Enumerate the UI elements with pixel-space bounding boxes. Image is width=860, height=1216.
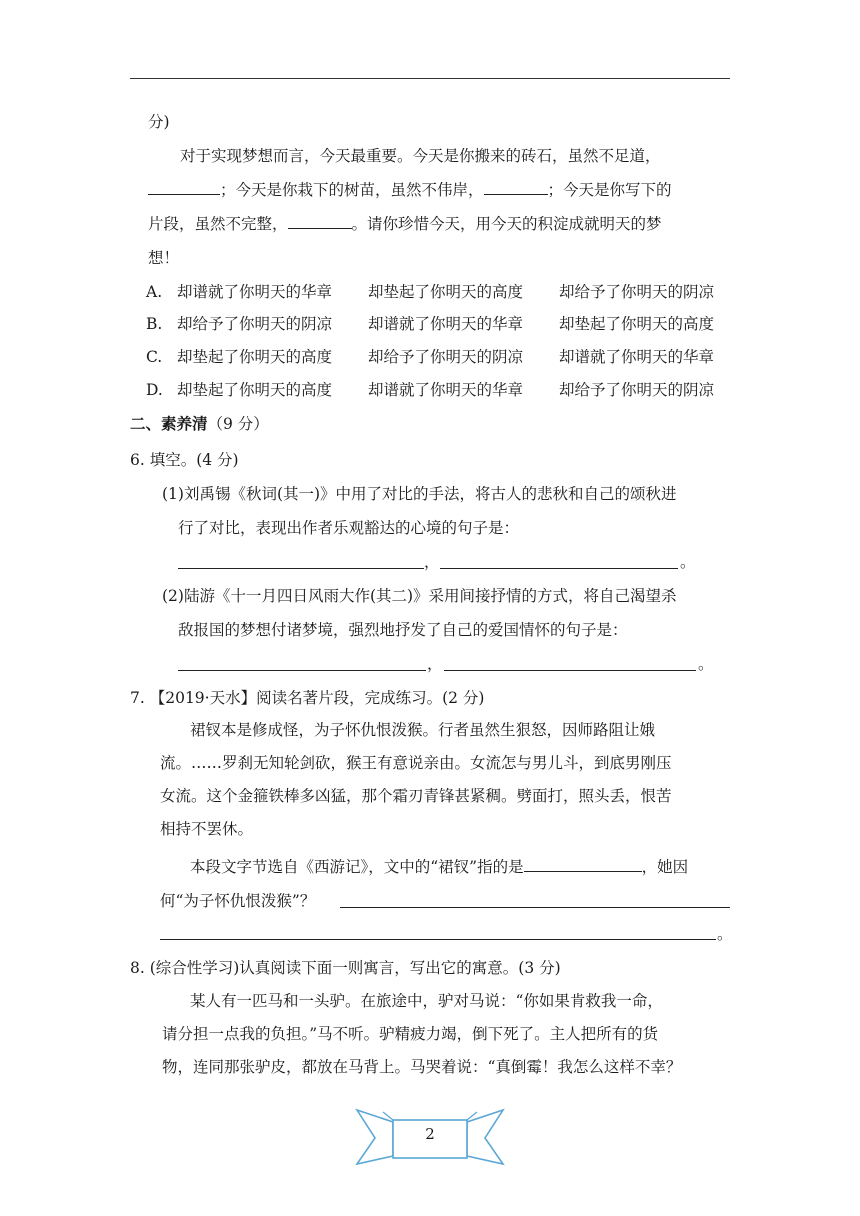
option-item: 却谱就了你明天的华章 xyxy=(177,283,333,301)
answer-blank[interactable] xyxy=(288,214,352,229)
period: 。 xyxy=(680,553,696,571)
comma: ， xyxy=(424,553,440,571)
option-a[interactable] xyxy=(146,282,730,302)
option-item: 却谱就了你明天的华章 xyxy=(559,348,715,366)
option-item: 却给予了你明天的阴凉 xyxy=(559,381,715,399)
option-b[interactable] xyxy=(146,314,730,334)
option-item: 却垫起了你明天的高度 xyxy=(177,381,333,399)
option-item: 却谱就了你明天的华章 xyxy=(368,381,524,399)
answer-line[interactable] xyxy=(160,939,716,940)
option-item: 却给予了你明天的阴凉 xyxy=(177,315,333,333)
answer-line[interactable] xyxy=(340,907,730,908)
period: 。 xyxy=(698,655,714,673)
q7-question-line1: 本段文字节选自《西游记》，文中的“裙钗”指的是 ，她因 xyxy=(190,858,689,876)
comma: ， xyxy=(427,655,443,673)
option-item: 却垫起了你明天的高度 xyxy=(559,315,715,333)
option-key: A. xyxy=(146,283,163,301)
option-c[interactable] xyxy=(146,347,730,367)
q8-text-line1: 某人有一匹马和一头驴。在旅途中，驴对马说：“你如果肯救我一命， xyxy=(190,992,663,1010)
q6-stem: 6. 填空。(4 分) xyxy=(130,451,239,469)
q8-text-line2: 请分担一点我的负担。”马不听。驴精疲力竭，倒下死了。主人把所有的货 xyxy=(162,1025,659,1043)
option-item: 却垫起了你明天的高度 xyxy=(368,283,524,301)
q6-sub1-line1: (1)刘禹锡《秋词(其一)》中用了对比的手法，将古人的悲秋和自己的颂秋进 xyxy=(162,485,677,503)
answer-blank[interactable] xyxy=(524,857,642,872)
q7-text-line2: 流。……罗刹无知轮剑砍，猴王有意说亲由。女流怎与男儿斗，到底男刚压 xyxy=(160,754,672,772)
period: 。 xyxy=(717,925,733,943)
header-rule xyxy=(130,78,730,79)
option-d[interactable] xyxy=(146,380,730,400)
q6-sub2-line1: (2)陆游《十一月四日风雨大作(其二)》采用间接抒情的方式，将自己渴望杀 xyxy=(162,587,677,605)
answer-blank[interactable] xyxy=(484,180,548,195)
q7-text-line1: 裙钗本是修成怪，为子怀仇恨泼猴。行者虽然生狠怒，因师路阻让娥 xyxy=(190,721,656,739)
answer-line[interactable] xyxy=(178,670,426,671)
option-key: C. xyxy=(146,348,163,366)
q5-passage-line3: 片段，虽然不完整， 。请你珍惜今天，用今天的积淀成就明天的梦 xyxy=(148,215,662,233)
answer-blank[interactable] xyxy=(148,180,220,195)
q7-text-line4: 相持不罢休。 xyxy=(160,820,254,838)
option-key: D. xyxy=(146,381,163,399)
page-number: 2 xyxy=(425,1125,435,1143)
option-item: 却给予了你明天的阴凉 xyxy=(368,348,524,366)
q7-text-line3: 女流。这个金箍铁棒多凶猛，那个霜刃青锋甚紧稠。劈面打，照头丢，恨苦 xyxy=(160,787,672,805)
q5-tail: 分) xyxy=(148,113,170,131)
q6-sub2-line2: 敌报国的梦想付诸梦境，强烈地抒发了自己的爱国情怀的句子是： xyxy=(178,621,628,639)
q5-passage-line4: 想！ xyxy=(148,249,180,267)
q5-passage-line2: ；今天是你栽下的树苗，虽然不伟岸， ；今天是你写下的 xyxy=(148,180,672,200)
q5-passage-line1: 对于实现梦想而言，今天最重要。今天是你搬来的砖石，虽然不足道， xyxy=(180,147,661,165)
q7-stem: 7. 【2019·天水】阅读名著片段，完成练习。(2 分) xyxy=(130,689,485,707)
q7-question-line2: 何“为子怀仇恨泼猴”？ xyxy=(160,892,316,910)
answer-line[interactable] xyxy=(444,670,696,671)
option-key: B. xyxy=(146,315,163,333)
section-heading: 二、素养清（9 分） xyxy=(130,414,269,433)
answer-line[interactable] xyxy=(440,568,678,569)
q6-sub1-line2: 行了对比，表现出作者乐观豁达的心境的句子是： xyxy=(178,519,520,537)
q8-stem: 8. (综合性学习)认真阅读下面一则寓言，写出它的寓意。(3 分) xyxy=(130,959,561,977)
option-item: 却垫起了你明天的高度 xyxy=(177,348,333,366)
option-item: 却谱就了你明天的华章 xyxy=(368,315,524,333)
q8-text-line3: 物，连同那张驴皮，都放在马背上。马哭着说：“真倒霉！我怎么这样不幸？ xyxy=(162,1058,682,1076)
option-item: 却给予了你明天的阴凉 xyxy=(559,283,715,301)
answer-line[interactable] xyxy=(178,568,424,569)
